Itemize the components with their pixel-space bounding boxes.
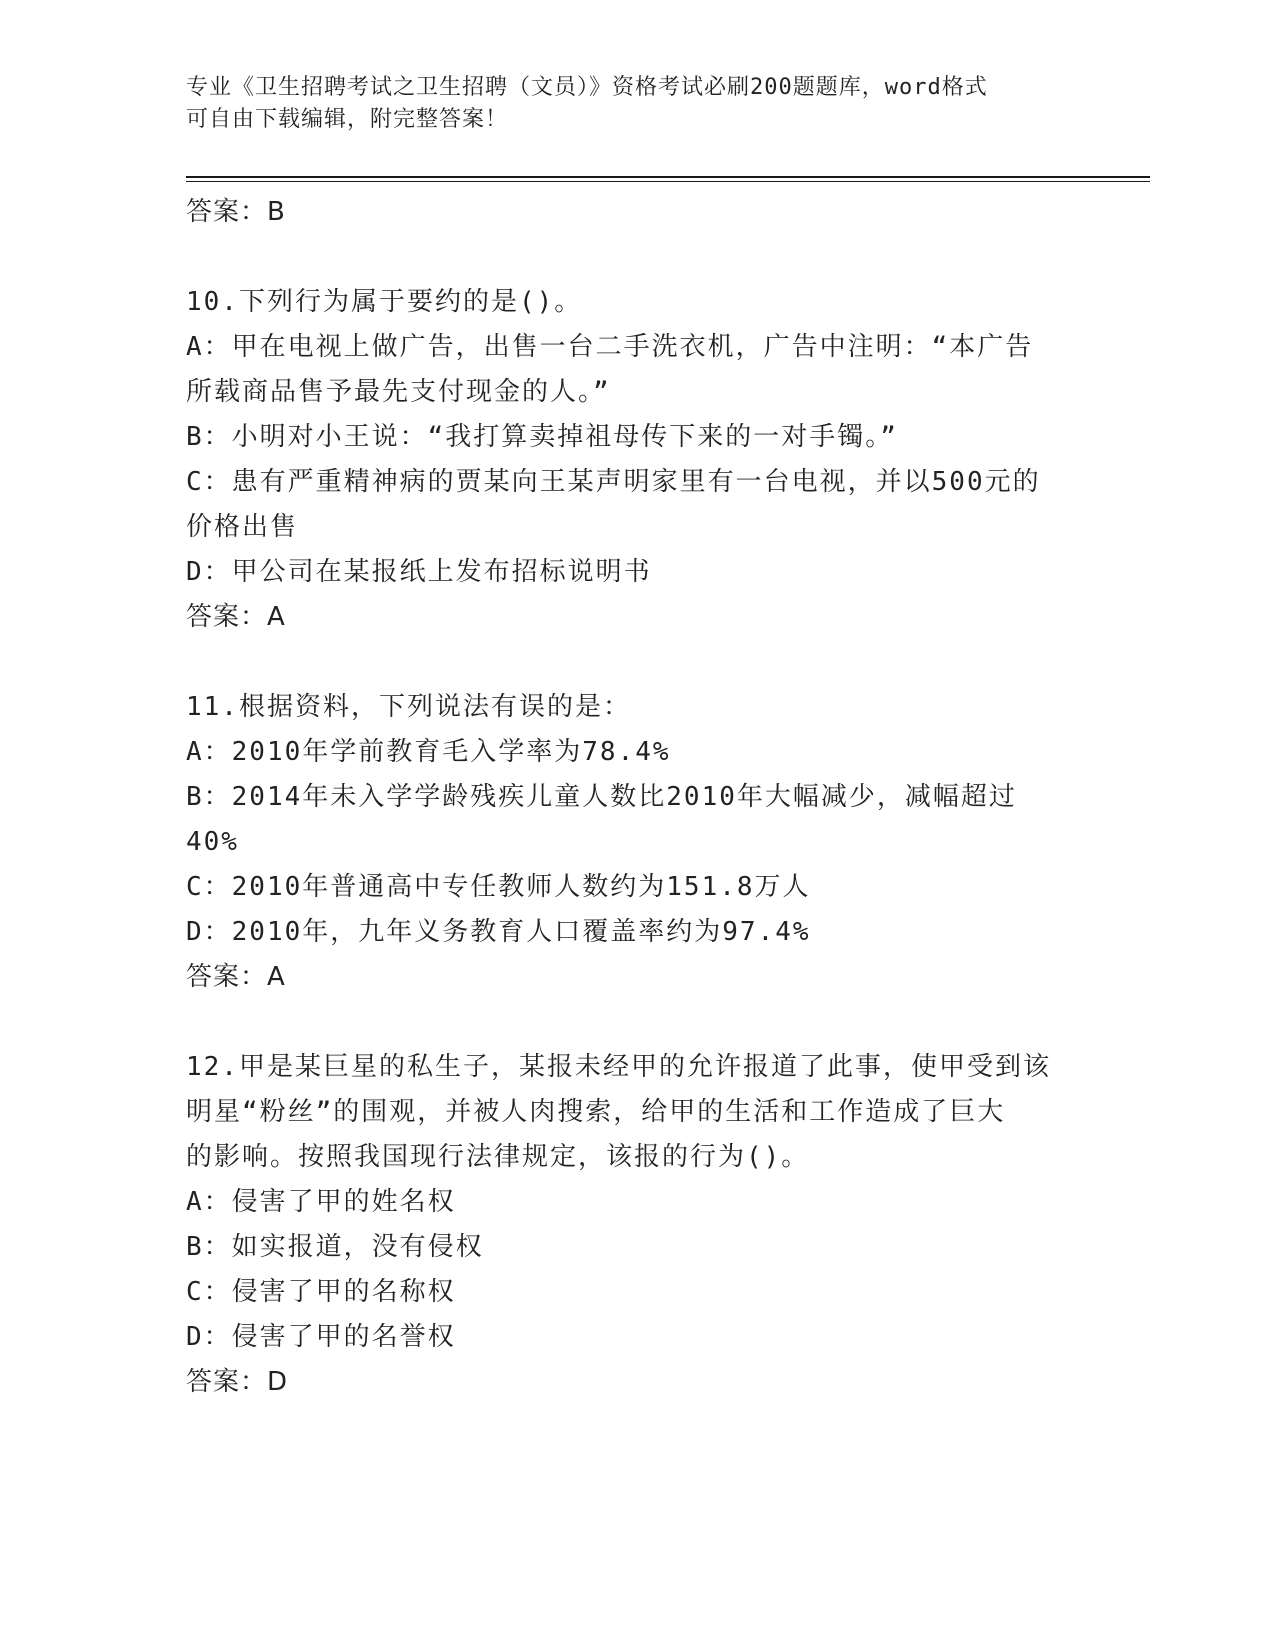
option-b: B：2014年未入学学龄残疾儿童人数比2010年大幅减少，减幅超过 (186, 782, 1017, 812)
option-a-continued: 所载商品售予最先支付现金的人。” (186, 377, 611, 407)
question-12 (186, 1045, 1086, 1405)
option-a: A：甲在电视上做广告，出售一台二手洗衣机，广告中注明：“本广告 (186, 332, 1034, 362)
option-c: C：患有严重精神病的贾某向王某声明家里有一台电视，并以500元的 (186, 467, 1041, 497)
option-c-continued: 价格出售 (186, 512, 299, 542)
option-d: D：侵害了甲的名誉权 (186, 1322, 456, 1352)
header-title-line-1: 专业《卫生招聘考试之卫生招聘（文员）》资格考试必刷200题题库，word格式 (186, 75, 988, 100)
answer: 答案：A (186, 962, 286, 992)
question-stem: 10.下列行为属于要约的是()。 (186, 287, 583, 317)
previous-answer: 答案：B (186, 197, 286, 227)
answer: 答案：A (186, 602, 286, 632)
option-b-continued: 40% (186, 827, 239, 857)
question-stem: 11.根据资料，下列说法有误的是： (186, 692, 631, 722)
answer: 答案：D (186, 1367, 289, 1397)
option-b: B：如实报道，没有侵权 (186, 1232, 484, 1262)
question-content (186, 190, 1086, 1405)
header-title-line-2: 可自由下载编辑，附完整答案！ (186, 107, 509, 132)
option-c: C：2010年普通高中专任教师人数约为151.8万人 (186, 872, 811, 902)
header-divider-thin (186, 181, 1150, 182)
spacer (186, 1000, 1086, 1045)
option-a: A：2010年学前教育毛入学率为78.4% (186, 737, 671, 767)
question-stem-continued: 的影响。按照我国现行法律规定，该报的行为()。 (186, 1142, 810, 1172)
option-c: C：侵害了甲的名称权 (186, 1277, 456, 1307)
spacer (186, 235, 1086, 280)
option-a: A：侵害了甲的姓名权 (186, 1187, 456, 1217)
question-10 (186, 280, 1086, 640)
spacer (186, 640, 1086, 685)
question-11 (186, 685, 1086, 1000)
option-d: D：2010年，九年义务教育人口覆盖率约为97.4% (186, 917, 811, 947)
option-b: B：小明对小王说：“我打算卖掉祖母传下来的一对手镯。” (186, 422, 898, 452)
option-d: D：甲公司在某报纸上发布招标说明书 (186, 557, 652, 587)
page-header (186, 72, 1066, 136)
question-stem-continued: 明星“粉丝”的围观，并被人肉搜索，给甲的生活和工作造成了巨大 (186, 1097, 1006, 1127)
header-divider-thick (186, 176, 1150, 178)
question-stem: 12.甲是某巨星的私生子，某报未经甲的允许报道了此事，使甲受到该 (186, 1052, 1051, 1082)
